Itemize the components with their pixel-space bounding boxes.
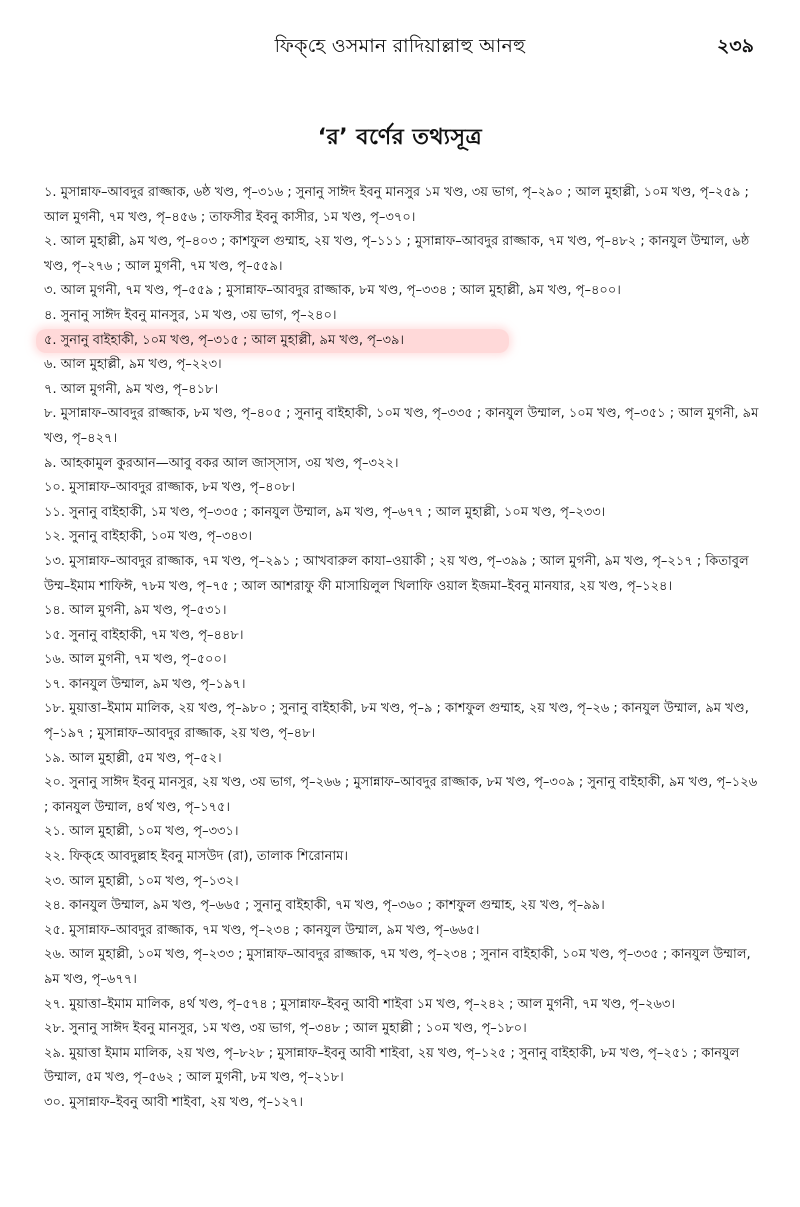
reference-item xyxy=(44,304,759,329)
reference-number: ১৮. xyxy=(44,701,66,717)
reference-item xyxy=(44,452,759,477)
reference-text: আল মুহাল্লী, ৯ম খণ্ড, পৃ–৪০৩ ; কাশফুল গুম্মাহ, ২য় খণ্ড, পৃ–১১১ ; মুসান্নাফ–আবদুর রাজ্জাক, ৭ম খণ্ড, পৃ–৪৮২ ; কানযুল উম্মাল, ৬ষ্ঠ খণ্ড, পৃ–২৭৬ ; আল মুগনী, ৭ম খণ্ড, পৃ–৫৫৯। xyxy=(44,234,750,274)
reference-text: আল মুহাল্লী, ১০ম খণ্ড, পৃ–১৩২। xyxy=(69,873,239,889)
reference-number: ১৩. xyxy=(44,553,66,569)
reference-list xyxy=(44,181,759,1116)
reference-number: ৭. xyxy=(44,381,57,397)
reference-number: ২৮. xyxy=(44,1021,66,1037)
reference-number: ১৯. xyxy=(44,750,66,766)
reference-item xyxy=(44,378,759,403)
reference-number: ২৩. xyxy=(44,873,66,889)
reference-number: ২৭. xyxy=(44,996,66,1012)
reference-text: মুসান্নাফ–ইবনু আবী শাইবা, ২য় খণ্ড, পৃ–১২৭। xyxy=(69,1094,303,1110)
reference-number: ৩০. xyxy=(44,1094,66,1110)
reference-item xyxy=(44,624,759,649)
reference-item xyxy=(44,845,759,870)
reference-text: মুসান্নাফ–আবদুর রাজ্জাক, ৭ম খণ্ড, পৃ–২৩৪ ; কানযুল উম্মাল, ৯ম খণ্ড, পৃ–৬৬৫। xyxy=(69,922,480,938)
reference-number: ১৪. xyxy=(44,603,66,619)
reference-item xyxy=(44,697,759,746)
reference-number: ১৬. xyxy=(44,652,66,668)
reference-text: সুনানু সাঈদ ইবনু মানসুর, ১ম খণ্ড, ৩য় ভাগ, পৃ–৩৪৮ ; আল মুহাল্লী ; ১০ম খণ্ড, পৃ–১৮০। xyxy=(69,1021,527,1037)
reference-item xyxy=(44,943,759,992)
reference-text: মুসান্নাফ–আবদুর রাজ্জাক, ৮ম খণ্ড, পৃ–৪০৫ ; সুনানু বাইহাকী, ১০ম খণ্ড, পৃ–৩৩৫ ; কানযুল উম্মাল, ১০ম খণ্ড, পৃ–৩৫১ ; আল মুগনী, ৯ম খণ্ড, পৃ–৪২৭। xyxy=(44,406,759,446)
reference-text: কানযুল উম্মাল, ৯ম খণ্ড, পৃ–১৯৭। xyxy=(69,676,246,692)
reference-item xyxy=(44,820,759,845)
reference-item xyxy=(44,870,759,895)
reference-number: ৯. xyxy=(44,455,57,471)
reference-number: ২৪. xyxy=(44,898,66,914)
reference-item xyxy=(44,230,759,279)
reference-number: ৬. xyxy=(44,357,57,373)
reference-text: সুনানু সাঈদ ইবনু মানসুর, ১ম খণ্ড, ৩য় ভাগ, পৃ–২৪০। xyxy=(60,307,337,323)
reference-item xyxy=(44,993,759,1018)
reference-text: সুনানু বাইহাকী, ১০ম খণ্ড, পৃ–৩১৫ ; আল মুহাল্লী, ৯ম খণ্ড, পৃ–৩৯। xyxy=(60,332,405,348)
reference-number: ২৫. xyxy=(44,922,66,938)
reference-text: সুনানু বাইহাকী, ১০ম খণ্ড, পৃ–৩৪৩। xyxy=(69,529,253,545)
reference-number: ১০. xyxy=(44,480,66,496)
reference-text: আল মুহাল্লী, ১০ম খণ্ড, পৃ–৩৩১। xyxy=(69,824,239,840)
reference-number: ৩. xyxy=(44,283,57,299)
reference-item xyxy=(44,673,759,698)
reference-item-highlighted xyxy=(36,329,509,354)
reference-item xyxy=(44,1017,759,1042)
reference-number: ১১. xyxy=(44,504,66,520)
reference-number: ২২. xyxy=(44,849,66,865)
reference-number: ২. xyxy=(44,234,57,250)
reference-number: ২৯. xyxy=(44,1045,66,1061)
page-header xyxy=(0,32,800,64)
reference-text: আল মুগনী, ৭ম খণ্ড, পৃ–৫০০। xyxy=(69,652,227,668)
reference-text: মুয়াত্তা ইমাম মালিক, ২য় খণ্ড, পৃ–৮২৮ ; মুসান্নাফ–ইবনু আবী শাইবা, ২য় খণ্ড, পৃ–১২৫ ; সুনানু বাইহাকী, ৮ম খণ্ড, পৃ–২৫১ ; কানযুল উম্মাল, ৫ম খণ্ড, পৃ–৫৬২ ; আল মুগনী, ৮ম খণ্ড, পৃ–২১৮। xyxy=(44,1045,740,1086)
reference-number: ১২. xyxy=(44,529,66,545)
reference-text: সুনানু বাইহাকী, ৭ম খণ্ড, পৃ–৪৪৮। xyxy=(69,627,244,643)
reference-number: ১৭. xyxy=(44,676,66,692)
reference-text: মুসান্নাফ–আবদুর রাজ্জাক, ৮ম খণ্ড, পৃ–৪০৮। xyxy=(69,480,296,496)
reference-text: মুয়াত্তা–ইমাম মালিক, ৪র্থ খণ্ড, পৃ–৫৭৪ ; মুসান্নাফ–ইবনু আবী শাইবা ১ম খণ্ড, পৃ–২৪২ ; আল মুগনী, ৭ম খণ্ড, পৃ–২৬৩। xyxy=(69,996,675,1012)
page-number: ২৩৯ xyxy=(716,35,754,57)
reference-number: ২১. xyxy=(44,824,66,840)
reference-item xyxy=(44,648,759,673)
reference-item xyxy=(44,919,759,944)
reference-number: ১৫. xyxy=(44,627,66,643)
reference-text: মুসান্নাফ–আবদুর রাজ্জাক, ৬ষ্ঠ খণ্ড, পৃ–৩১৬ ; সুনানু সাঈদ ইবনু মানসুর ১ম খণ্ড, ৩য় ভাগ, পৃ–২৯০ ; আল মুহাল্লী, ১০ম খণ্ড, পৃ–২৫৯ ; আল মুগনী, ৭ম খণ্ড, পৃ–৪৫৬ ; তাফসীর ইবনু কাসীর, ১ম খণ্ড, পৃ–৩৭০। xyxy=(44,185,749,225)
reference-text: সুনানু বাইহাকী, ১ম খণ্ড, পৃ–৩৩৫ ; কানযুল উম্মাল, ৯ম খণ্ড, পৃ–৬৭৭ ; আল মুহাল্লী, ১০ম খণ্ড, পৃ–২৩৩। xyxy=(69,504,606,520)
reference-item xyxy=(44,279,759,304)
reference-text: আহকামুল কুরআন—আবু বকর আল জাস্‌সাস, ৩য় খণ্ড, পৃ–৩২২। xyxy=(60,455,399,471)
reference-item xyxy=(44,599,759,624)
reference-text: আল মুহাল্লী, ৫ম খণ্ড, পৃ–৫২। xyxy=(69,750,222,766)
reference-number: ৪. xyxy=(44,307,57,323)
reference-text: আল মুহাল্লী, ৯ম খণ্ড, পৃ–২২৩। xyxy=(60,357,222,373)
reference-item xyxy=(44,747,759,772)
reference-item xyxy=(44,525,759,550)
reference-text: ফিক্‌হে আবদুল্লাহ ইবনু মাসউদ (রা), তালাক শিরোনাম। xyxy=(69,849,348,865)
reference-text: কানযুল উম্মাল, ৯ম খণ্ড, পৃ–৬৬৫ ; সুনানু বাইহাকী, ৭ম খণ্ড, পৃ–৩৬০ ; কাশফুল গুম্মাহ, ২য় খণ্ড, পৃ–৯৯। xyxy=(69,898,605,914)
reference-text: আল মুগনী, ৯ম খণ্ড, পৃ–৫৩১। xyxy=(69,603,227,619)
reference-text: আল মুগনী, ৯ম খণ্ড, পৃ–৪১৮। xyxy=(60,381,219,397)
reference-item xyxy=(44,501,759,526)
reference-item xyxy=(44,181,759,230)
reference-number: ৫. xyxy=(44,332,57,348)
section-title: ‘র’ বর্ণের তথ্যসূত্র xyxy=(317,125,483,150)
reference-item xyxy=(44,771,759,820)
reference-text: মুসান্নাফ–আবদুর রাজ্জাক, ৭ম খণ্ড, পৃ–২৯১ ; আখবারুল কাযা–ওয়াকী ; ২য় খণ্ড, পৃ–৩৯৯ ; আল মুগনী, ৯ম খণ্ড, পৃ–২১৭ ; কিতাবুল উম্ম–ইমাম শাফিঈ, ৭৮ম খণ্ড, পৃ–৭৫ ; আল আশরাফু ফী মাসায়িলুল খিলাফি ওয়াল ইজমা–ইবনু মানযার, ২য় খণ্ড, পৃ–১২৪। xyxy=(44,553,749,594)
reference-item xyxy=(44,402,759,451)
reference-text: আল মুহাল্লী, ১০ম খণ্ড, পৃ–২৩৩ ; মুসান্নাফ–আবদুর রাজ্জাক, ৭ম খণ্ড, পৃ–২৩৪ ; সুনান বাইহাকী, ১০ম খণ্ড, পৃ–৩৩৫ ; কানযুল উম্মাল, ৯ম খণ্ড, পৃ–৬৭৭। xyxy=(44,947,751,987)
reference-text: আল মুগনী, ৭ম খণ্ড, পৃ–৫৫৯ ; মুসান্নাফ–আবদুর রাজ্জাক, ৮ম খণ্ড, পৃ–৩৩৪ ; আল মুহাল্লী, ৯ম খণ্ড, পৃ–৪০০। xyxy=(60,283,621,299)
running-title: ফিক্‌হে ওসমান রাদিয়াল্লাহু আনহু xyxy=(274,35,526,57)
reference-number: ১. xyxy=(44,185,57,200)
reference-item xyxy=(44,894,759,919)
reference-item xyxy=(44,476,759,501)
reference-text: মুয়াত্তা–ইমাম মালিক, ২য় খণ্ড, পৃ–৯৮০ ; সুনানু বাইহাকী, ৮ম খণ্ড, পৃ–৯ ; কাশফুল গুম্মাহ, ২য় খণ্ড, পৃ–২৬ ; কানযুল উম্মাল, ৯ম খণ্ড, পৃ–১৯৭ ; মুসান্নাফ–আবদুর রাজ্জাক, ২য় খণ্ড, পৃ–৪৮। xyxy=(44,701,749,742)
reference-item xyxy=(44,550,759,599)
reference-number: ২৬. xyxy=(44,947,66,963)
reference-text: সুনানু সাঈদ ইবনু মানসুর, ২য় খণ্ড, ৩য় ভাগ, পৃ–২৬৬ ; মুসান্নাফ–আবদুর রাজ্জাক, ৮ম খণ্ড, পৃ–৩০৯ ; সুনানু বাইহাকী, ৯ম খণ্ড, পৃ–১২৬ ; কানযুল উম্মাল, ৪র্থ খণ্ড, পৃ–১৭৫। xyxy=(44,775,758,815)
reference-item xyxy=(44,353,759,378)
reference-item xyxy=(44,1091,759,1116)
reference-item xyxy=(44,1042,759,1091)
reference-number: ২০. xyxy=(44,775,66,791)
reference-number: ৮. xyxy=(44,406,57,422)
